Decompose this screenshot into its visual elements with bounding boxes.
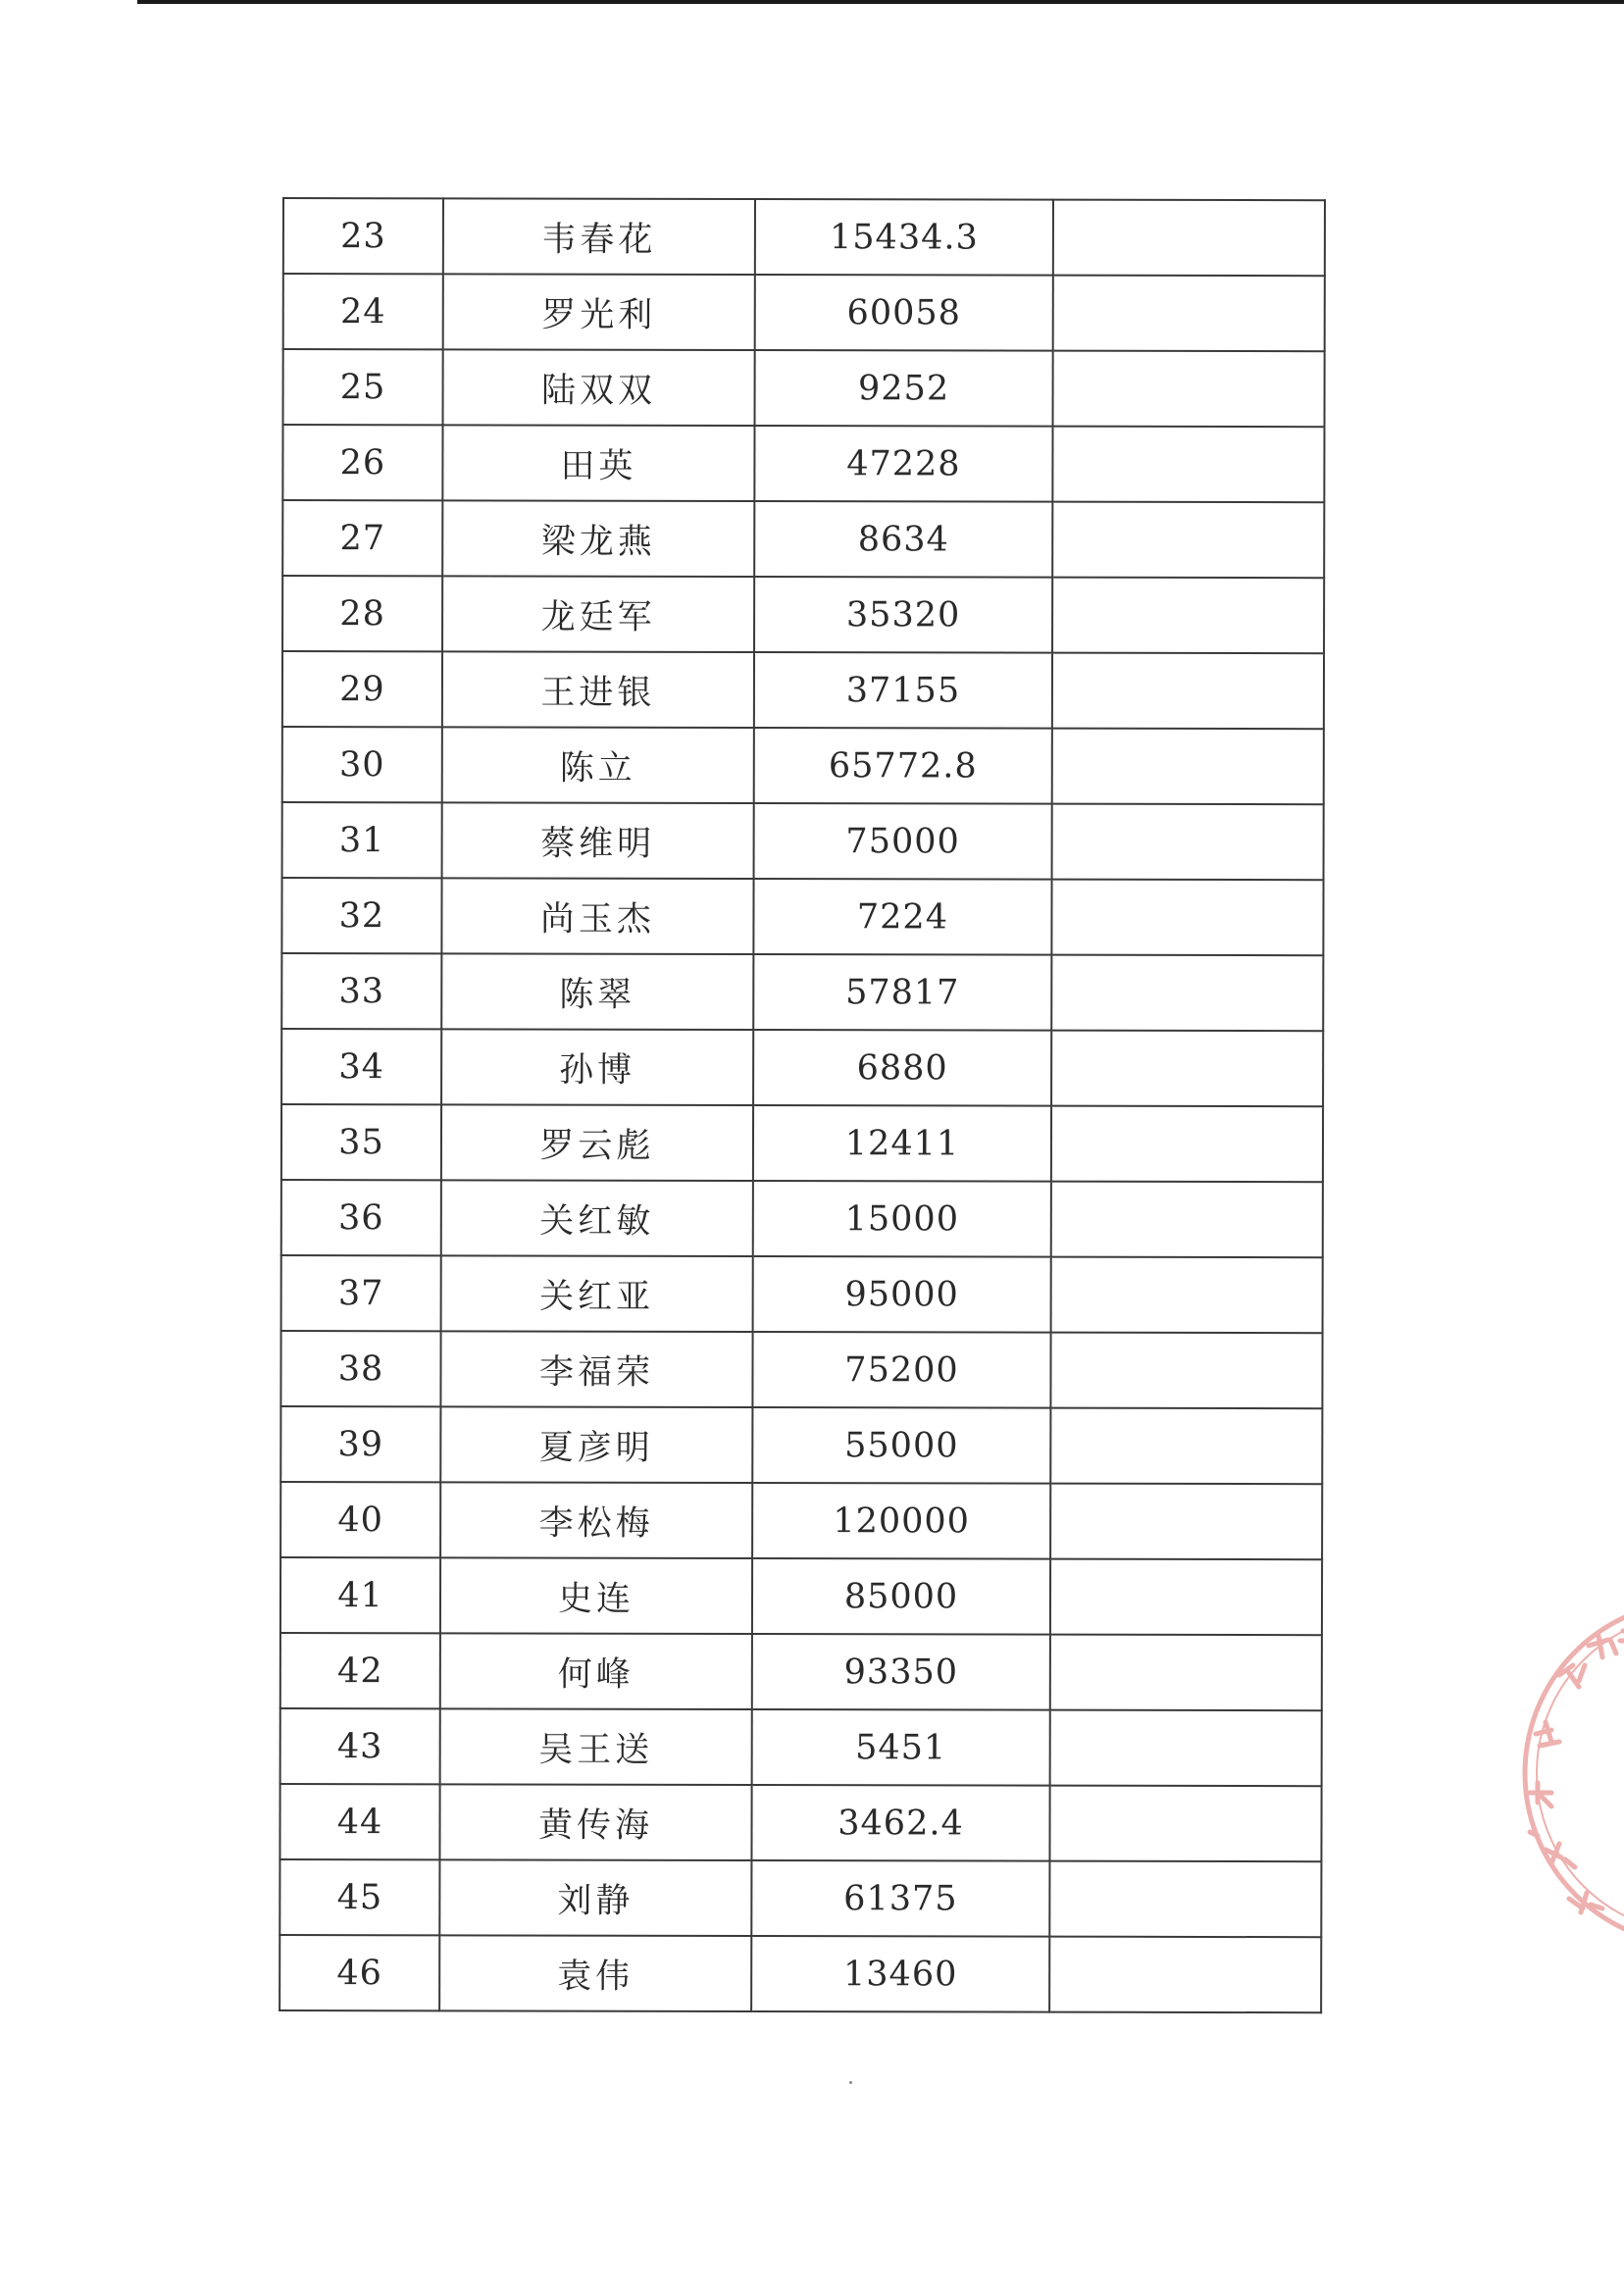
row-number-cell: 34 — [281, 1029, 441, 1104]
row-number-cell: 30 — [282, 727, 442, 802]
note-cell — [1052, 502, 1324, 579]
amount-cell: 55000 — [752, 1407, 1050, 1484]
name-cell: 龙廷军 — [442, 576, 754, 652]
table-row — [280, 1482, 1322, 1559]
name-cell: 袁伟 — [439, 1935, 751, 2011]
note-cell — [1053, 276, 1325, 352]
row-number-cell: 38 — [280, 1331, 440, 1406]
amount-cell: 60058 — [755, 275, 1053, 351]
amount-cell: 35320 — [754, 577, 1052, 653]
note-cell — [1051, 955, 1323, 1032]
row-number-cell: 45 — [279, 1859, 439, 1935]
row-number-cell: 24 — [283, 274, 443, 349]
note-cell — [1051, 1182, 1323, 1258]
note-cell — [1049, 1786, 1321, 1862]
table-row — [279, 1859, 1321, 1937]
note-cell — [1051, 1106, 1323, 1183]
amount-cell: 57817 — [753, 954, 1051, 1031]
table-row — [282, 425, 1324, 502]
row-number-cell: 35 — [281, 1104, 441, 1180]
amount-cell: 7224 — [753, 879, 1051, 955]
name-cell: 孙博 — [441, 1029, 753, 1105]
note-cell — [1050, 1710, 1322, 1787]
table-row — [280, 1557, 1322, 1635]
row-number-cell: 31 — [282, 802, 442, 878]
table-row — [279, 1784, 1321, 1861]
row-number-cell: 32 — [281, 878, 441, 953]
name-cell: 刘静 — [439, 1859, 751, 1936]
payment-list-table — [279, 197, 1326, 2013]
note-cell — [1052, 804, 1324, 881]
row-number-cell: 33 — [281, 953, 441, 1029]
row-number-cell: 29 — [282, 651, 442, 727]
table-row — [281, 878, 1323, 955]
table-row — [280, 1633, 1322, 1710]
name-cell: 夏彦明 — [440, 1406, 752, 1483]
note-cell — [1051, 1031, 1323, 1107]
amount-cell: 15000 — [753, 1181, 1051, 1257]
row-number-cell: 44 — [279, 1784, 439, 1859]
name-cell: 李松梅 — [440, 1482, 752, 1558]
amount-cell: 47228 — [754, 426, 1052, 502]
table-row — [281, 1104, 1323, 1182]
row-number-cell: 39 — [280, 1406, 440, 1482]
amount-cell: 12411 — [753, 1105, 1051, 1182]
row-number-cell: 42 — [280, 1633, 440, 1708]
name-cell: 史连 — [440, 1557, 752, 1634]
note-cell — [1050, 1408, 1322, 1485]
row-number-cell: 46 — [279, 1935, 439, 2010]
table-row — [283, 349, 1325, 427]
note-cell — [1050, 1484, 1322, 1560]
amount-cell: 85000 — [752, 1558, 1050, 1635]
name-cell: 吴王送 — [440, 1708, 752, 1785]
name-cell: 何峰 — [440, 1633, 752, 1709]
row-number-cell: 23 — [283, 198, 443, 274]
amount-cell: 95000 — [753, 1256, 1051, 1333]
row-number-cell: 36 — [281, 1180, 441, 1255]
amount-cell: 65772.8 — [754, 728, 1052, 804]
amount-cell: 93350 — [752, 1634, 1050, 1710]
table-row — [280, 1331, 1322, 1408]
amount-cell: 15434.3 — [755, 199, 1053, 276]
name-cell: 陈立 — [442, 727, 754, 803]
table-body — [279, 198, 1325, 2012]
note-cell — [1050, 1333, 1322, 1409]
note-cell — [1053, 351, 1325, 428]
amount-cell: 6880 — [753, 1030, 1051, 1106]
table-row — [281, 1180, 1323, 1257]
table-row — [283, 198, 1325, 276]
row-number-cell: 26 — [282, 425, 442, 500]
name-cell: 关红敏 — [441, 1180, 753, 1256]
name-cell: 陆双双 — [443, 349, 755, 426]
note-cell — [1052, 578, 1324, 654]
official-seal-stamp — [1510, 1587, 1624, 1959]
table-row — [282, 802, 1324, 880]
table-row — [279, 1935, 1321, 2012]
scan-top-edge — [137, 0, 1624, 4]
amount-cell: 13460 — [751, 1936, 1049, 2012]
amount-cell: 61375 — [751, 1860, 1049, 1937]
name-cell: 蔡维明 — [442, 802, 754, 879]
row-number-cell: 40 — [280, 1482, 440, 1557]
note-cell — [1049, 1861, 1321, 1938]
note-cell — [1053, 200, 1325, 277]
note-cell — [1050, 1559, 1322, 1636]
name-cell: 罗光利 — [443, 274, 755, 350]
note-cell — [1051, 880, 1323, 956]
amount-cell: 37155 — [754, 652, 1052, 729]
name-cell: 罗云彪 — [441, 1104, 753, 1181]
table-row — [282, 576, 1324, 653]
name-cell: 陈翠 — [441, 953, 753, 1030]
scan-speck — [849, 2081, 852, 2084]
name-cell: 黄传海 — [439, 1784, 751, 1860]
table-row — [282, 500, 1324, 578]
table-row — [281, 953, 1323, 1031]
name-cell: 梁龙燕 — [442, 500, 754, 577]
name-cell: 韦春花 — [443, 198, 755, 275]
note-cell — [1049, 1937, 1321, 2013]
note-cell — [1052, 653, 1324, 730]
note-cell — [1052, 729, 1324, 805]
row-number-cell: 43 — [280, 1708, 440, 1784]
amount-cell: 75200 — [752, 1332, 1050, 1408]
amount-cell: 75000 — [754, 803, 1052, 880]
row-number-cell: 25 — [283, 349, 443, 425]
amount-cell: 5451 — [752, 1709, 1050, 1786]
table-row — [280, 1406, 1322, 1484]
name-cell: 关红亚 — [441, 1255, 753, 1332]
note-cell — [1050, 1635, 1322, 1711]
amount-cell: 9252 — [755, 350, 1053, 427]
note-cell — [1052, 427, 1324, 503]
table-row — [282, 651, 1324, 729]
amount-cell: 120000 — [752, 1483, 1050, 1559]
name-cell: 田英 — [442, 425, 754, 501]
table-row — [281, 1029, 1323, 1106]
name-cell: 尚玉杰 — [441, 878, 753, 954]
name-cell: 王进银 — [442, 651, 754, 728]
table-row — [283, 274, 1325, 351]
row-number-cell: 41 — [280, 1557, 440, 1633]
name-cell: 李福荣 — [440, 1331, 752, 1407]
table-row — [282, 727, 1324, 804]
row-number-cell: 37 — [281, 1255, 441, 1331]
note-cell — [1051, 1257, 1323, 1334]
amount-cell: 3462.4 — [751, 1785, 1049, 1861]
row-number-cell: 27 — [282, 500, 442, 576]
amount-cell: 8634 — [754, 501, 1052, 578]
table-row — [281, 1255, 1323, 1333]
row-number-cell: 28 — [282, 576, 442, 651]
table-row — [280, 1708, 1322, 1786]
